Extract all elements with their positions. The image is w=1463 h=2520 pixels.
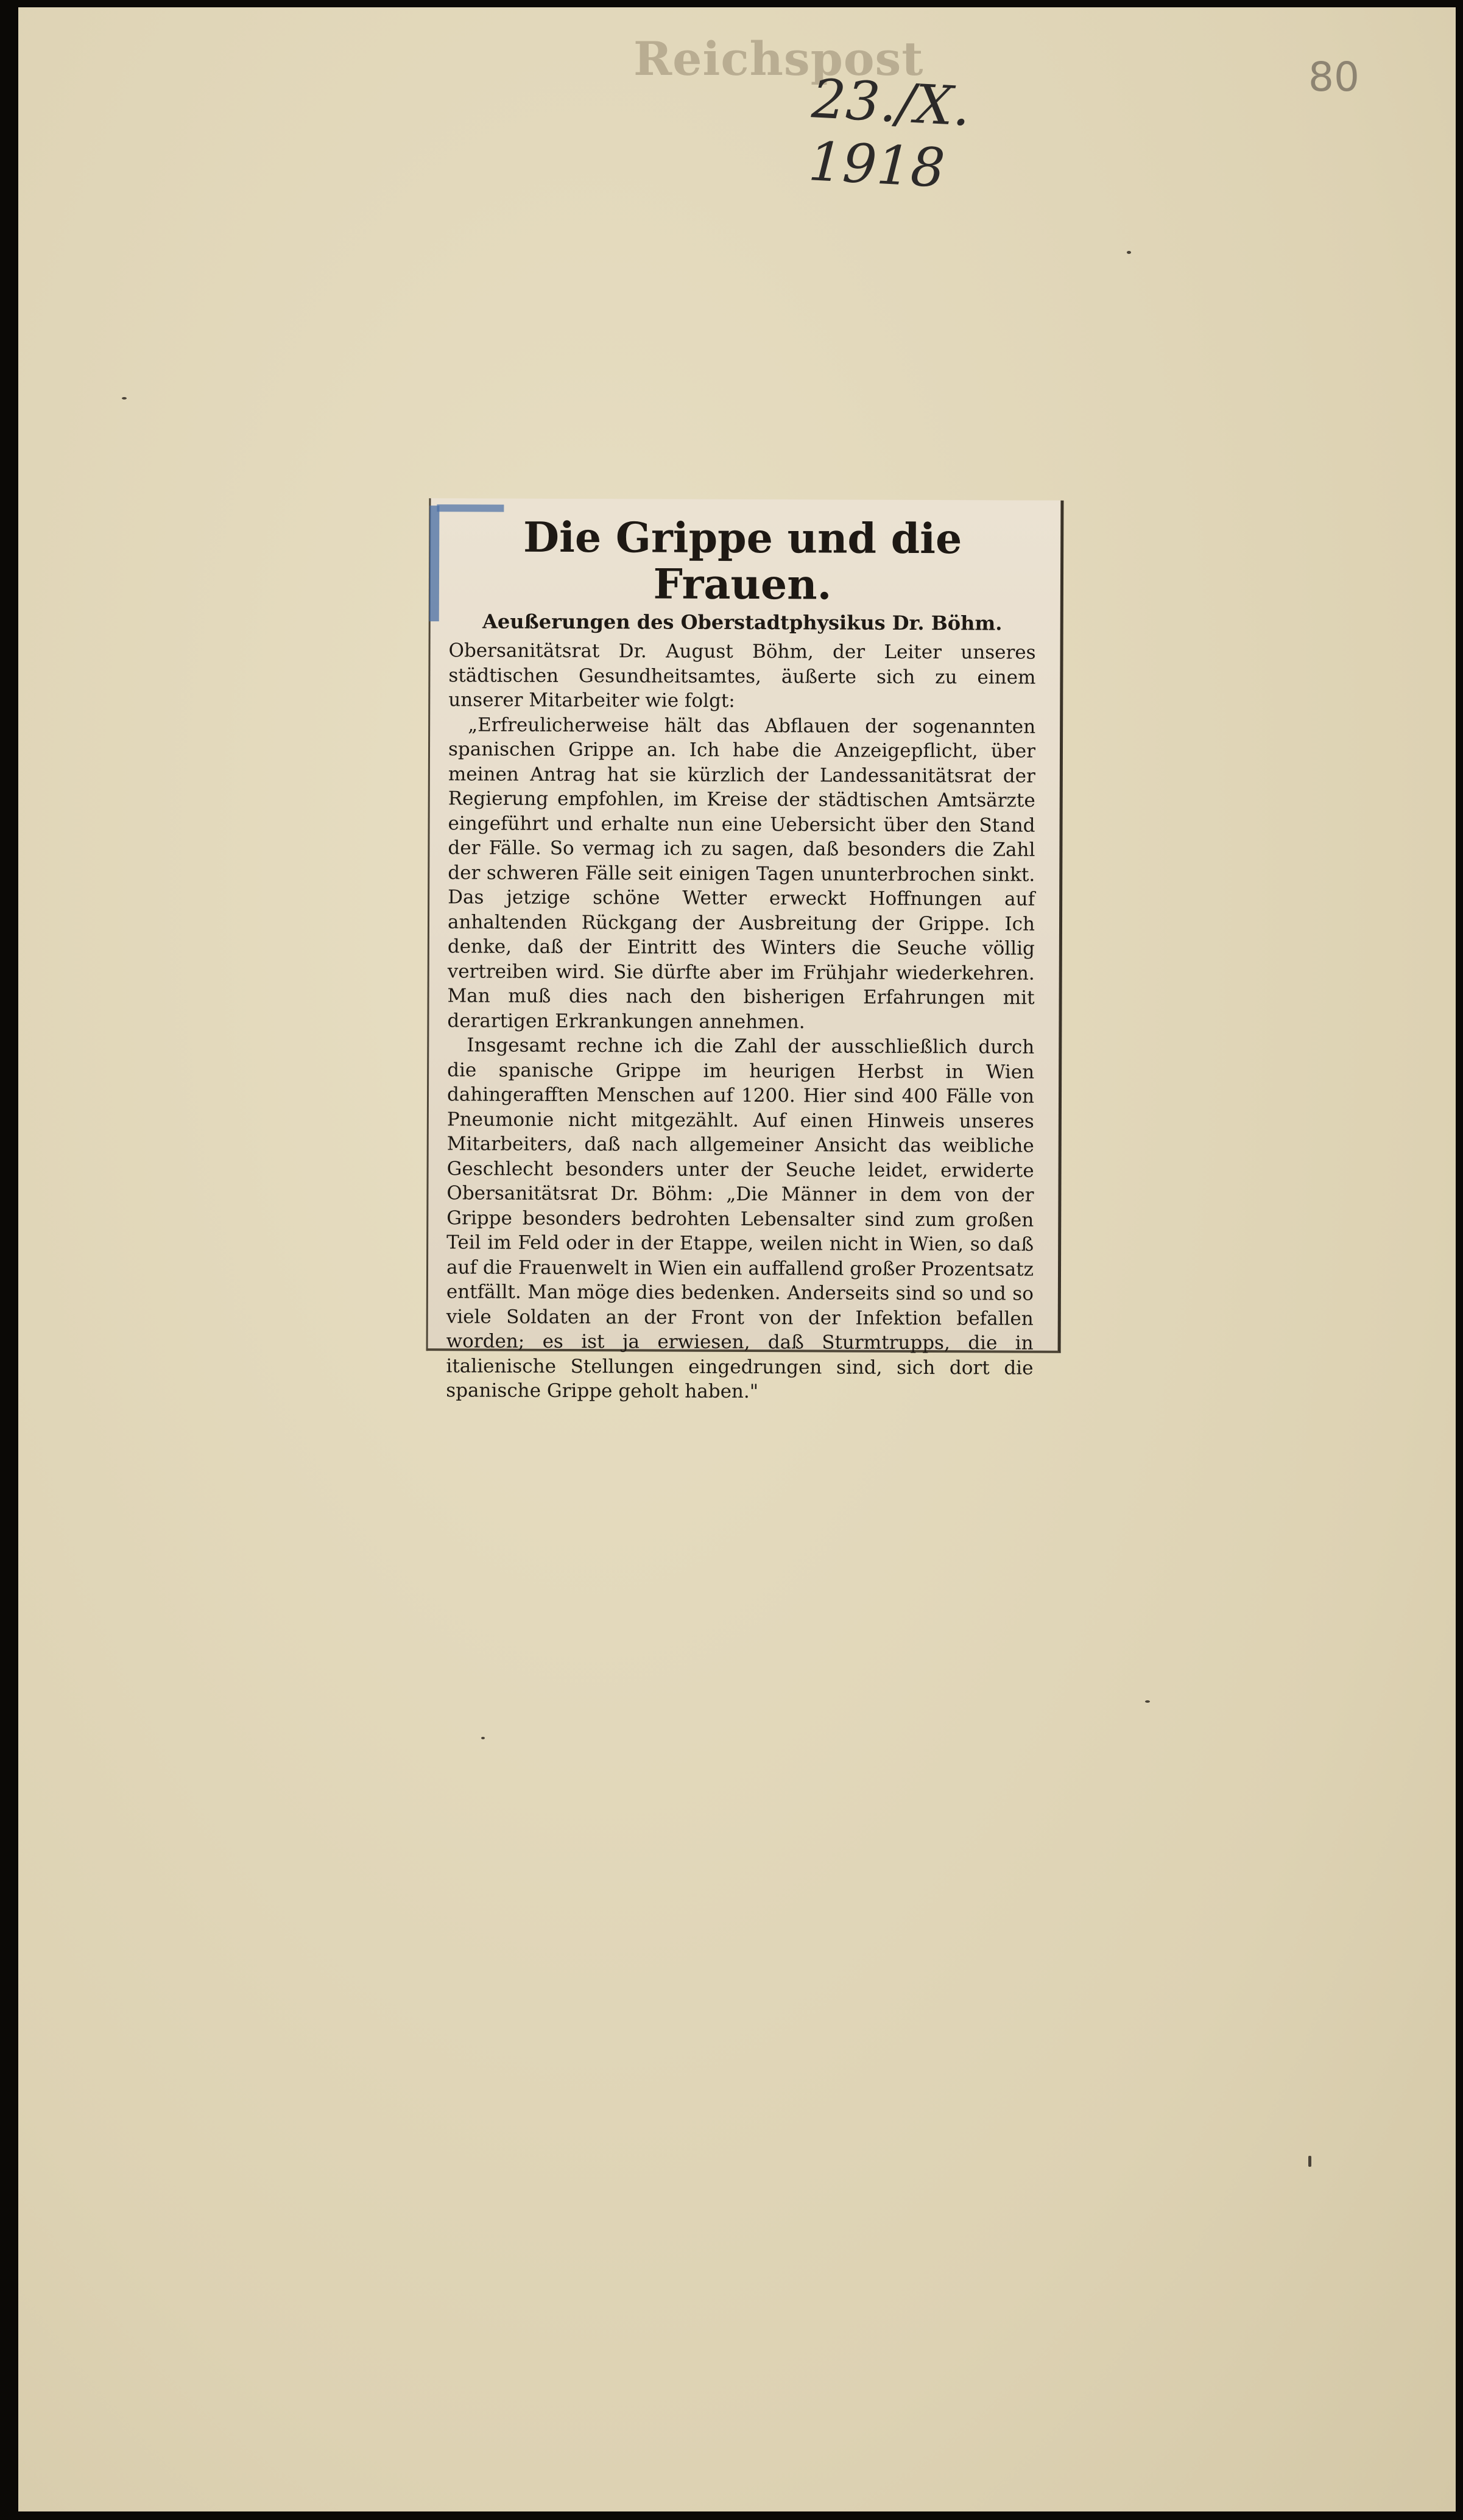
article-subheadline: Aeußerungen des Oberstadtphysikus Dr. Böhm. (482, 610, 1003, 635)
article-paragraph: Insgesamt rechne ich die Zahl der ausschließlich durch die spanische Grippe im heurigen Herbst in Wien dahingerafften Menschen auf 1200. Hier sind 400 Fälle von Pneumonie nicht mitgezählt. Auf einen Hinweis unseres Mitarbeiters, daß nach allgemeiner Ansicht das weibliche Geschlecht besonders unter der Seuche leidet, erwiderte Obersanitätsrat Dr. Böhm: „Die Männer in dem von der Grippe besonders bedrohten Lebensalter sind zum großen Teil im Feld oder in der Etappe, weilen nicht in Wien, so daß auf die Frauenwelt in Wien ein auffallend großer Prozentsatz entfällt. Man möge dies bedenken. Anderseits sind so und so viele Soldaten an der Front von der Infektion befallen worden; es ist ja erwiesen, daß Sturmtrupps, die in italienische Stellungen eingedrungen sind, sich dort die spanische Grippe geholt haben." (446, 1034, 1035, 1403)
handwritten-date: 23./X. 1918 (806, 67, 972, 200)
blue-pencil-mark (429, 505, 440, 621)
paper-speck (1145, 1700, 1150, 1703)
paper-speck (481, 1737, 485, 1739)
article-headline: Die Grippe und die Frauen. (523, 513, 962, 610)
article-paragraph: Obersanitätsrat Dr. August Böhm, der Leiter unseres städtischen Gesundheitsamtes, äußerte sich zu einem unserer Mitarbeiter wie folgt: (448, 639, 1036, 712)
blue-pencil-mark (437, 504, 504, 512)
newspaper-source-stamp: Reichspost (633, 32, 924, 86)
article-paragraph: „Erfreulicherweise hält das Abflauen der sogenannten spanischen Grippe an. Ich habe die Anzeigepflicht, über meinen Antrag hat sie kürzlich der Landessanitätsrat der Regierung empfohlen, im Kreise der städtischen Amtsärzte eingeführt und erhalte nun eine Uebersicht über den Stand der Fälle. So vermag ich zu sagen, daß besonders die Zahl der schweren Fälle seit einigen Tagen ununterbrochen sinkt. Das jetzige schöne Wetter erweckt Hoffnungen auf anhaltenden Rückgang der Ausbreitung der Grippe. Ich denke, daß der Eintritt des Winters die Seuche völlig vertreiben wird. Sie dürfte aber im Frühjahr wiederkehren. Man muß dies nach den bisherigen Erfahrungen mit derartigen Erkrankungen annehmen. (447, 713, 1036, 1033)
paper-speck (1308, 2156, 1311, 2167)
page-number: 80 (1308, 54, 1359, 100)
newspaper-clipping (426, 498, 1064, 1403)
archive-sheet (18, 7, 1456, 2511)
paper-speck (122, 397, 127, 399)
paper-speck (1127, 251, 1131, 254)
